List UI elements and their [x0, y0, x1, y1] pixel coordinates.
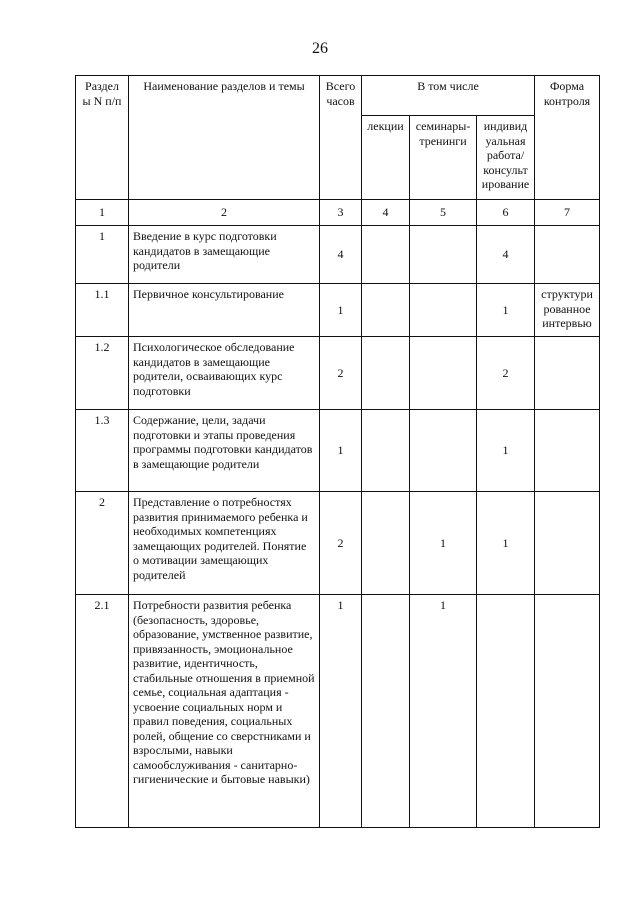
row-total: 2	[320, 337, 362, 410]
header-control-form: Форма контроля	[535, 76, 600, 200]
row-total: 1	[320, 410, 362, 492]
row-seminars: 1	[410, 492, 477, 595]
header-seminars: семинары-тренинги	[410, 116, 477, 200]
row-control	[535, 226, 600, 284]
curriculum-table	[75, 75, 600, 828]
row-total: 1	[320, 595, 362, 828]
table-row	[76, 410, 600, 492]
row-title: Содержание, цели, задачи подготовки и этапы проведения программы подготовки кандидатов в замещающие родители	[129, 410, 320, 492]
row-individual	[477, 595, 535, 828]
row-seminars	[410, 226, 477, 284]
header-individual: индивид уальная работа/ консульт ирование	[477, 116, 535, 200]
header-name: Наименование разделов и темы	[129, 76, 320, 200]
row-total: 4	[320, 226, 362, 284]
header-total-hours: Всего часов	[320, 76, 362, 200]
row-control: структури рованное интервью	[535, 284, 600, 337]
table-row	[76, 337, 600, 410]
row-control	[535, 492, 600, 595]
row-lectures	[362, 492, 410, 595]
row-seminars	[410, 284, 477, 337]
row-seminars: 1	[410, 595, 477, 828]
row-individual: 1	[477, 410, 535, 492]
row-lectures	[362, 284, 410, 337]
column-number: 6	[477, 200, 535, 226]
row-number: 1	[76, 226, 129, 284]
row-title: Первичное консультирование	[129, 284, 320, 337]
row-individual: 1	[477, 492, 535, 595]
row-number: 1.3	[76, 410, 129, 492]
row-lectures	[362, 226, 410, 284]
row-individual: 2	[477, 337, 535, 410]
column-number: 7	[535, 200, 600, 226]
column-number: 5	[410, 200, 477, 226]
row-title: Потребности развития ребенка (безопасность, здоровье, образование, умственное развитие, привязанность, эмоциональное развитие, идентичность, стабильные отношения в приемной семье, социальная адаптация - усвоение социальных норм и правил поведения, социальных ролей, общение со сверстниками и взрослыми, навыки самообслуживания - санитарно-гигиенические и бытовые навыки)	[129, 595, 320, 828]
header-lectures: лекции	[362, 116, 410, 200]
row-title: Введение в курс подготовки кандидатов в замещающие родители	[129, 226, 320, 284]
row-control	[535, 410, 600, 492]
row-lectures	[362, 410, 410, 492]
page-number: 26	[312, 40, 328, 57]
row-control	[535, 595, 600, 828]
row-seminars	[410, 410, 477, 492]
row-total: 2	[320, 492, 362, 595]
column-number: 1	[76, 200, 129, 226]
header-including: В том числе	[362, 76, 535, 116]
table-row	[76, 595, 600, 828]
column-number: 2	[129, 200, 320, 226]
row-number: 2.1	[76, 595, 129, 828]
row-individual: 4	[477, 226, 535, 284]
column-number: 4	[362, 200, 410, 226]
header-section-no: Раздел ы N п/п	[76, 76, 129, 200]
row-lectures	[362, 337, 410, 410]
row-seminars	[410, 337, 477, 410]
row-number: 1.1	[76, 284, 129, 337]
column-number: 3	[320, 200, 362, 226]
row-title: Психологическое обследование кандидатов в замещающие родители, осваивающих курс подготовки	[129, 337, 320, 410]
row-individual: 1	[477, 284, 535, 337]
table-row	[76, 284, 600, 337]
row-number: 1.2	[76, 337, 129, 410]
row-lectures	[362, 595, 410, 828]
row-total: 1	[320, 284, 362, 337]
row-number: 2	[76, 492, 129, 595]
row-title: Представление о потребностях развития принимаемого ребенка и необходимых компетенциях замещающих родителей. Понятие о мотивации замещающих родителей	[129, 492, 320, 595]
table-row	[76, 226, 600, 284]
table-row	[76, 492, 600, 595]
row-control	[535, 337, 600, 410]
